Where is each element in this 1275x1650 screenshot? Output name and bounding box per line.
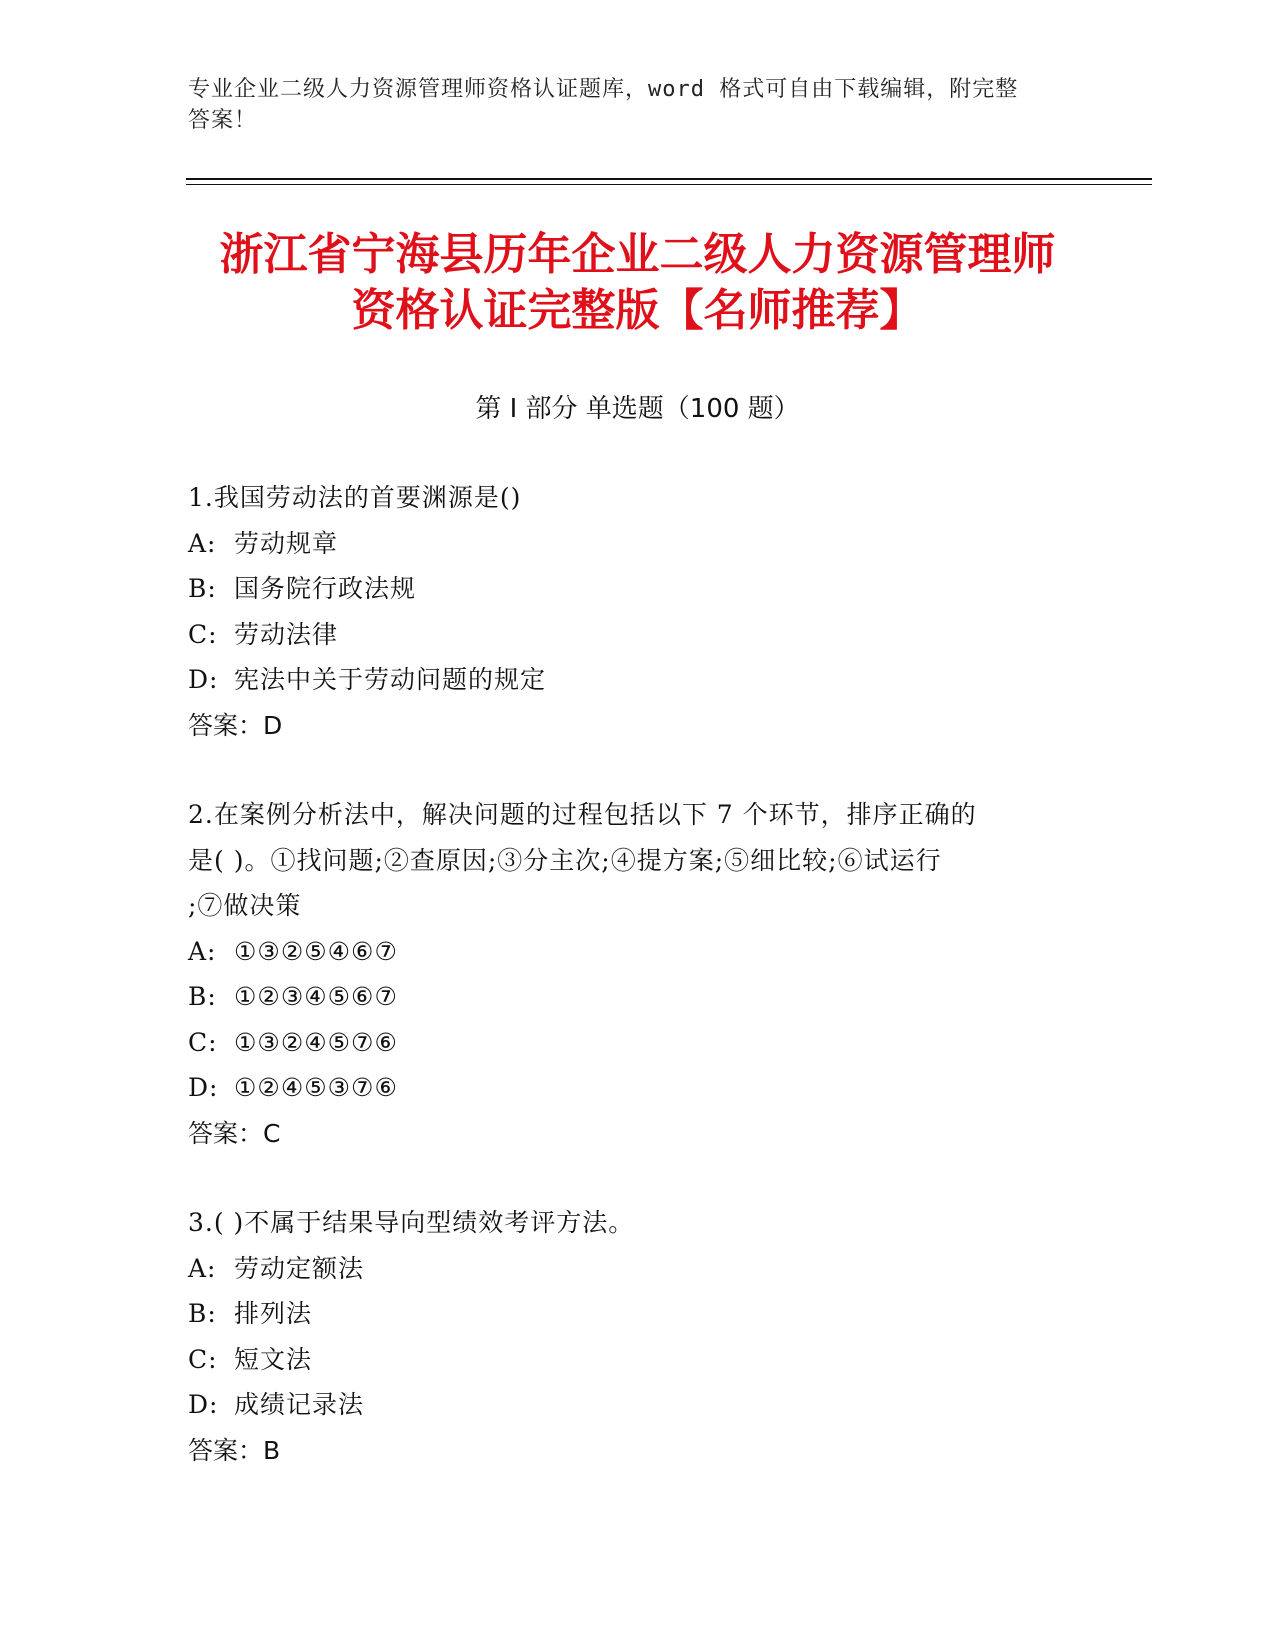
header-note-line1: 专业企业二级人力资源管理师资格认证题库，word 格式可自由下载编辑，附完整: [188, 77, 1019, 102]
option-a: [188, 521, 1068, 567]
option-b: [188, 566, 1068, 612]
option-text: 劳动定额法: [234, 1253, 365, 1283]
option-key: A:: [188, 936, 217, 966]
option-b: [188, 974, 1068, 1020]
option-text: 短文法: [234, 1344, 313, 1374]
option-c: [188, 1337, 1068, 1383]
question-stem-line2: 是( )。①找问题;②查原因;③分主次;④提方案;⑤细比较;⑥试运行: [188, 845, 942, 875]
option-key: B:: [188, 574, 217, 603]
option-text: 劳动规章: [234, 528, 339, 558]
option-key: C:: [188, 619, 218, 649]
option-a: [188, 1246, 1068, 1292]
question-3: [188, 1200, 1068, 1473]
option-text: ①③②⑤④⑥⑦: [234, 936, 398, 966]
question-stem-line3: ;⑦做决策: [188, 891, 302, 920]
answer: 答案：D: [188, 710, 283, 740]
option-key: D:: [188, 1390, 219, 1419]
section-heading: 第 I 部分 单选题（100 题）: [475, 394, 800, 424]
option-key: C:: [188, 1027, 218, 1057]
document-title-line2: 资格认证完整版【名师推荐】: [351, 285, 924, 336]
option-d: [188, 657, 1068, 703]
header-note-line2: 答案！: [188, 108, 258, 133]
option-c: [188, 1020, 1068, 1066]
option-text: ①③②④⑤⑦⑥: [234, 1027, 398, 1057]
header-divider-thin: [186, 184, 1152, 185]
question-stem: 3.( )不属于结果导向型绩效考评方法。: [188, 1208, 635, 1237]
option-key: C:: [188, 1344, 218, 1374]
option-text: 排列法: [234, 1299, 313, 1328]
option-text: ①②④⑤③⑦⑥: [234, 1073, 398, 1102]
option-text: 国务院行政法规: [234, 574, 417, 603]
option-key: B:: [188, 982, 217, 1011]
option-key: D:: [188, 1073, 219, 1102]
header-divider-thick: [186, 178, 1152, 180]
question-2: [188, 792, 1068, 1156]
answer: 答案：C: [188, 1118, 281, 1148]
option-text: 宪法中关于劳动问题的规定: [234, 665, 547, 694]
option-a: [188, 929, 1068, 975]
option-text: 劳动法律: [234, 619, 339, 649]
option-key: A:: [188, 1253, 217, 1283]
option-key: D:: [188, 665, 219, 694]
question-1: [188, 475, 1068, 748]
option-key: B:: [188, 1299, 217, 1328]
option-d: [188, 1382, 1068, 1428]
question-stem: 1.我国劳动法的首要渊源是(): [188, 483, 522, 512]
header-note: [188, 74, 1088, 136]
option-b: [188, 1291, 1068, 1337]
option-key: A:: [188, 528, 217, 558]
answer: 答案：B: [188, 1435, 281, 1465]
option-text: 成绩记录法: [234, 1390, 365, 1419]
option-text: ①②③④⑤⑥⑦: [234, 982, 398, 1011]
document-title-line1: 浙江省宁海县历年企业二级人力资源管理师: [219, 229, 1056, 280]
question-stem-line1: 2.在案例分析法中，解决问题的过程包括以下 7 个环节，排序正确的: [188, 800, 977, 829]
option-d: [188, 1065, 1068, 1111]
option-c: [188, 612, 1068, 658]
